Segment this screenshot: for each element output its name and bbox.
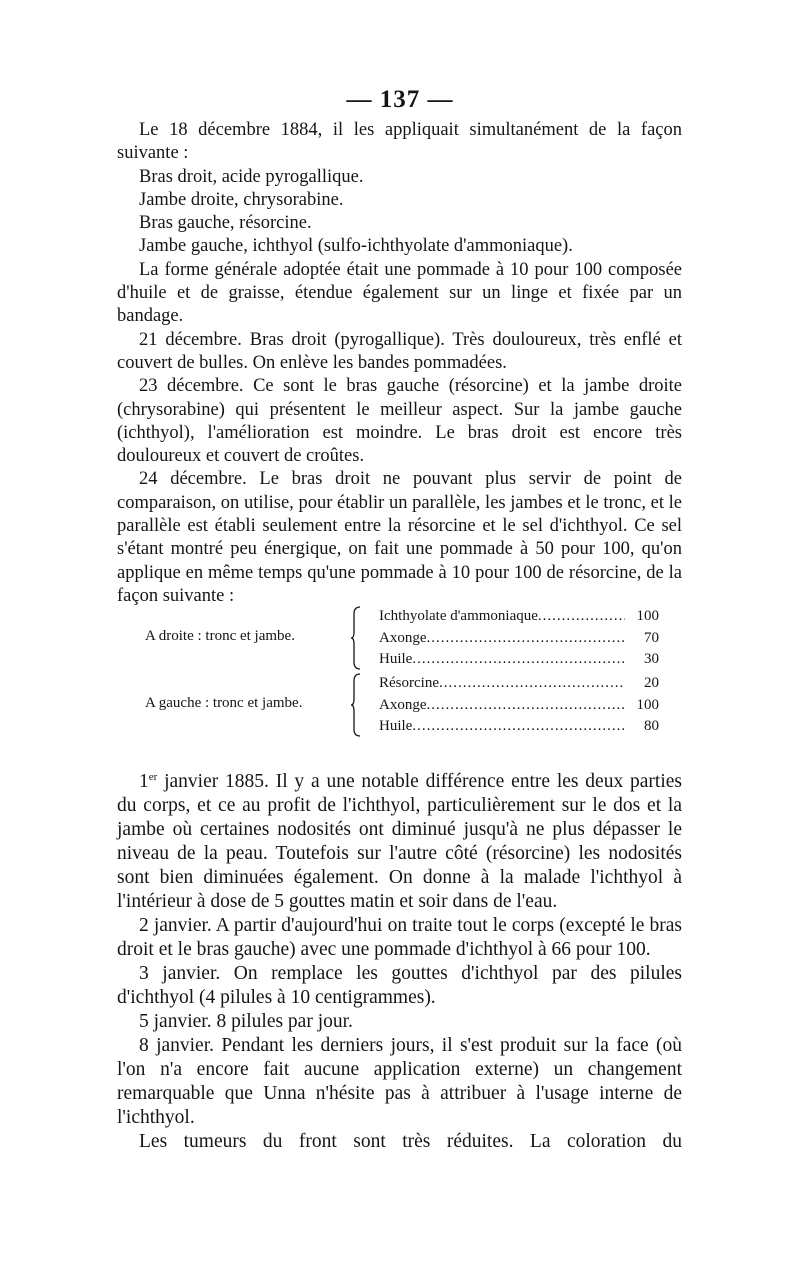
brace-icon [350,606,362,670]
ingredient-row: Axonge ..... 70 [379,628,659,650]
formula-table [117,606,682,740]
paragraph: Jambe gauche, ichthyol (sulfo-ichthyolate d'ammoniaque). [139,236,573,257]
brace-icon [350,673,362,737]
ingredient-row: Huile ..... 80 [379,716,659,738]
ingredient-row: Axonge ..... 100 [379,695,659,717]
text-block-bottom [117,770,682,1154]
paragraph: 2 janvier. A partir d'aujourd'hui on traite tout le corps (excepté le bras droit et le bras gauche) avec une pommade d'ichthyol à 66 pour 100. [117,915,682,960]
paragraph: 8 janvier. Pendant les derniers jours, il s'est produit sur la face (où l'on n'a encore fait aucune application externe) un changement remarquable que Unna n'hésite pas à attribuer à l'usage interne de l'ichthyol. [117,1035,682,1128]
paragraph-jan-1: 1er janvier 1885. Il y a une notable différence entre les deux parties du corps, et ce au profit de l'ichthyol, particulièrement sur le dos et la jambe où certaines nodosités ont diminué jusqu'à ne plus dépasser le niveau de la peau. Toutefois sur l'autre côté (résorcine) les nodosités sont bien diminuées également. On donne à la malade l'ichthyol à l'intérieur à dose de 5 gouttes matin et soir dans de l'eau. [117,771,682,912]
paragraph: 23 décembre. Ce sont le bras gauche (résorcine) et la jambe droite (chrysorabine) qui présentent le meilleur aspect. Sur la jambe gauche (ichthyol), l'amélioration est moindre. Le bras droit est encore très douloureux et couvert de croûtes. [117,376,682,467]
ingredient-row: Ichthyolate d'ammoniaque ..... 100 [379,606,659,628]
paragraph: La forme générale adoptée était une pommade à 10 pour 100 composée d'huile et de graisse, étendue également sur un linge et fixée par un bandage. [117,259,682,327]
paragraph-continued: Les tumeurs du front sont très réduites. La coloration du [139,1131,682,1152]
paragraph: 24 décembre. Le bras droit ne pouvant plus servir de point de comparaison, on utilise, pour établir un parallèle, les jambes et le tronc, et le parallèle est établi seulement entre la résorcine et le sel d'ichthyol. Ce sel s'étant montré peu énergique, on fait une pommade à 50 pour 100, qu'on applique en même temps qu'une pommade à 10 pour 100 de résorcine, de la façon suivante : [117,469,682,606]
paragraph: Le 18 décembre 1884, il les appliquait simultanément de la façon suivante : [117,120,682,164]
ingredient-row: Huile ..... 30 [379,649,659,671]
paragraph: 3 janvier. On remplace les gouttes d'ichthyol par des pilules d'ichthyol (4 pilules à 10 centigrammes). [117,963,682,1008]
paragraph: Bras droit, acide pyrogallique. [139,166,364,187]
formula-right [117,606,682,673]
formula-left [117,673,682,740]
ingredient-row: Résorcine ..... 20 [379,673,659,695]
formula-label: A droite : tronc et jambe. [145,628,295,644]
formula-label: A gauche : tronc et jambe. [145,695,303,711]
paragraph: 21 décembre. Bras droit (pyrogallique). Très douloureux, très enflé et couvert de bulles. On enlève les bandes pommadées. [117,329,682,373]
text-block-top [117,119,682,608]
paragraph: Bras gauche, résorcine. [139,213,312,234]
paragraph: 5 janvier. 8 pilules par jour. [139,1011,353,1032]
paragraph: Jambe droite, chrysorabine. [139,189,344,210]
page-number: — 137 — [346,86,454,113]
